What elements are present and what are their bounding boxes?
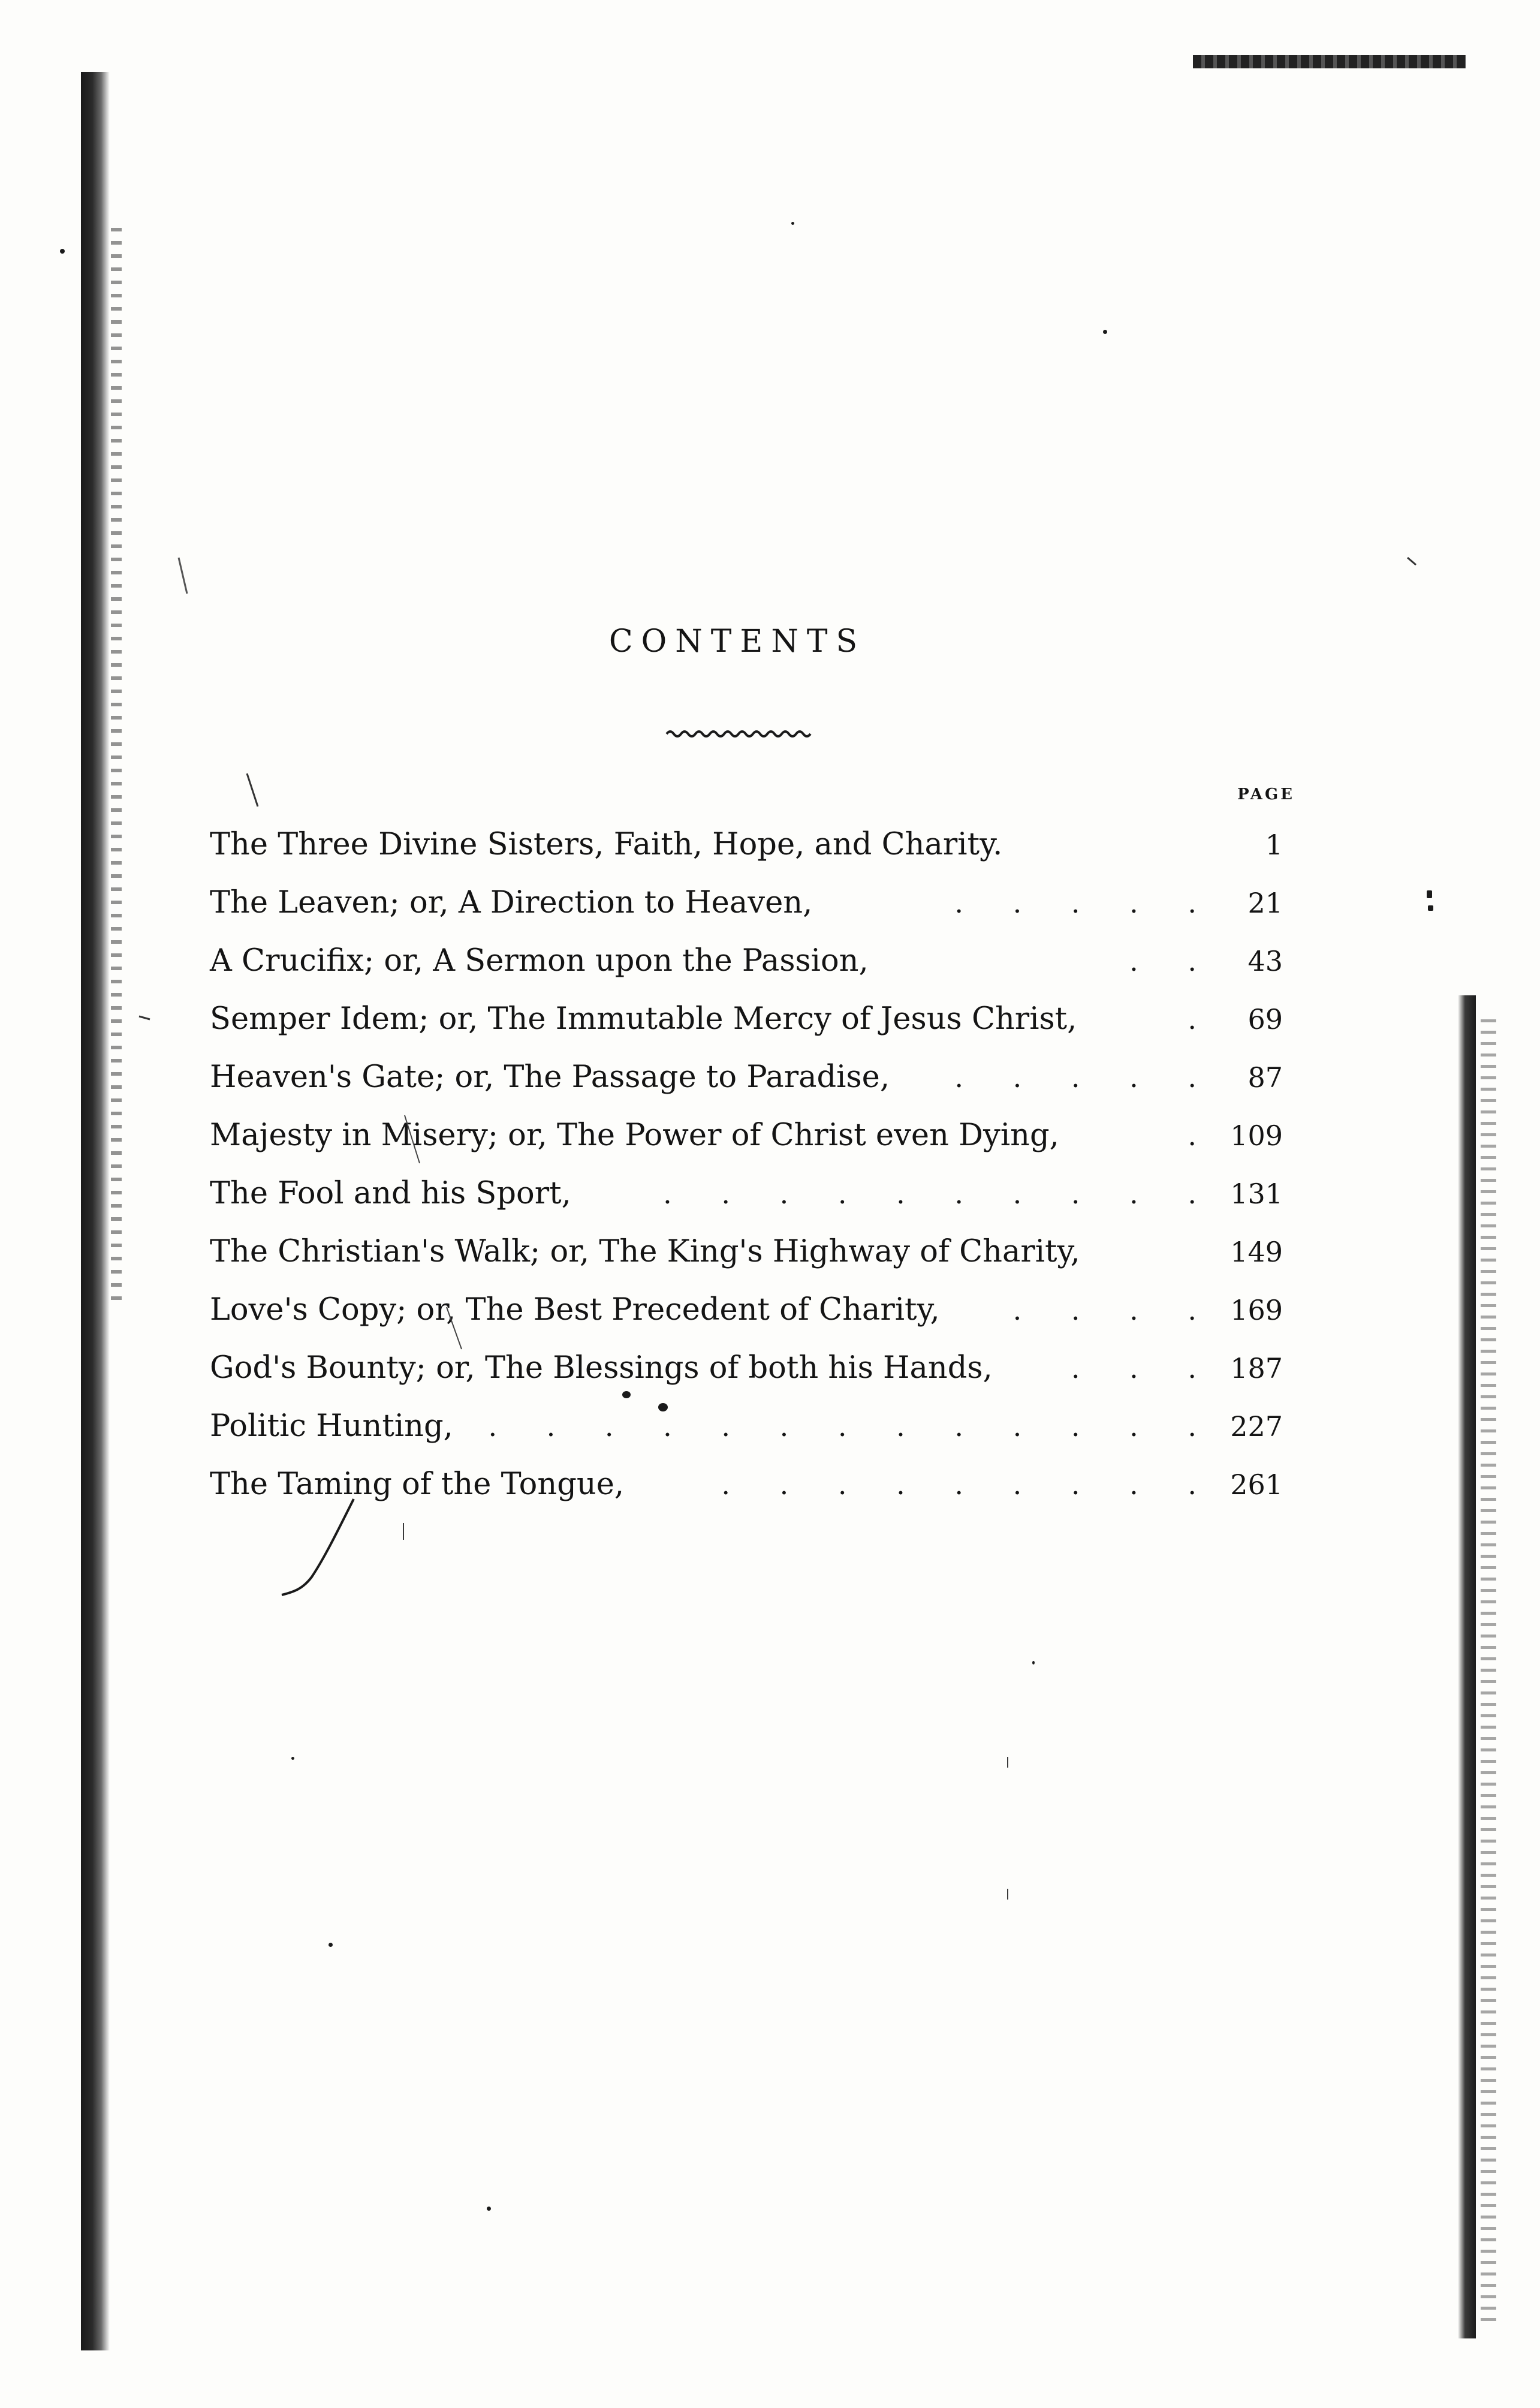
- title-ornament: [665, 727, 815, 738]
- ink-speck: [1103, 330, 1107, 334]
- toc-entry-leader: . . . . . . . . . . . . .: [488, 1412, 1217, 1440]
- page-column-header: PAGE: [1237, 785, 1295, 803]
- toc-entry-title: The Taming of the Tongue,: [210, 1467, 625, 1502]
- ink-speck: [791, 222, 794, 225]
- scan-edge-left-speckle: [111, 228, 122, 1307]
- toc-entry-leader: . . .: [1071, 1354, 1217, 1382]
- toc-entry: [210, 815, 1283, 874]
- toc-entry-page: 21: [1247, 886, 1283, 919]
- scan-edge-right-speckle: [1481, 1019, 1496, 2326]
- ink-speck: [329, 1943, 333, 1947]
- toc-entry: [210, 1455, 1283, 1513]
- toc-entry-page: 1: [1265, 828, 1283, 861]
- scan-edge-top: [1193, 55, 1466, 68]
- toc-entry-page: 43: [1247, 944, 1283, 977]
- toc-entry: [210, 1106, 1283, 1164]
- toc-entry-leader: .: [1188, 1005, 1217, 1033]
- toc-entry: [210, 1397, 1283, 1455]
- toc-entry-title: Semper Idem; or, The Immutable Mercy of Jesus Christ,: [210, 1001, 1077, 1037]
- toc-entry: [210, 874, 1283, 932]
- toc-entry-page: 149: [1230, 1235, 1283, 1268]
- toc-entry-page: 169: [1230, 1293, 1283, 1326]
- ink-speck: [487, 2207, 491, 2211]
- scan-mark: [1007, 1757, 1008, 1768]
- toc-entry-title: A Crucifix; or, A Sermon upon the Passion,: [210, 943, 869, 979]
- ink-speck: [1427, 890, 1432, 898]
- toc-entry-title: Majesty in Misery; or, The Power of Christ even Dying,: [210, 1118, 1059, 1153]
- toc-entry-title: God's Bounty; or, The Blessings of both his Hands,: [210, 1350, 993, 1386]
- toc-entry-title: Heaven's Gate; or, The Passage to Paradise,: [210, 1059, 890, 1095]
- toc-entry: [210, 990, 1283, 1048]
- toc-entry-page: 187: [1230, 1352, 1283, 1384]
- toc-entry-title: The Three Divine Sisters, Faith, Hope, and Charity.: [210, 827, 1003, 862]
- toc-entry: [210, 932, 1283, 990]
- toc-entry-page: 227: [1230, 1410, 1283, 1443]
- ink-speck: [1032, 1661, 1035, 1664]
- ink-speck: [291, 1757, 294, 1760]
- toc-entry-leader: . . . . . . . . .: [721, 1470, 1217, 1498]
- toc-entry-page: 109: [1230, 1119, 1283, 1152]
- toc-entry-page: 261: [1230, 1468, 1283, 1501]
- toc-entry-title: The Leaven; or, A Direction to Heaven,: [210, 885, 813, 920]
- toc-entry-title: The Fool and his Sport,: [210, 1176, 571, 1211]
- toc-entry-title: The Christian's Walk; or, The King's Highway of Charity,: [210, 1234, 1080, 1269]
- toc-entry-page: 69: [1247, 1003, 1283, 1036]
- toc-entry-page: 131: [1230, 1177, 1283, 1210]
- toc-entry-page: 87: [1247, 1061, 1283, 1094]
- toc-entry: [210, 1223, 1283, 1281]
- toc-entry-title: Politic Hunting,: [210, 1408, 453, 1444]
- toc-entry-leader: . . . .: [1012, 1296, 1217, 1324]
- toc-entry: [210, 1339, 1283, 1397]
- toc-entry-leader: . . . . .: [954, 889, 1217, 917]
- toc-entry-leader: .: [1188, 1121, 1217, 1149]
- contents-title: CONTENTS: [608, 624, 866, 660]
- toc-entry-leader: . .: [1129, 947, 1217, 975]
- toc-entry-leader: . . . . .: [954, 1063, 1217, 1091]
- ink-speck: [1428, 905, 1433, 911]
- table-of-contents: [210, 815, 1283, 1513]
- scan-mark: [403, 1523, 404, 1540]
- ink-speck: [60, 249, 65, 254]
- scan-edge-right: [1458, 995, 1476, 2338]
- toc-entry-title: Love's Copy; or, The Best Precedent of Charity,: [210, 1292, 940, 1328]
- toc-entry: [210, 1281, 1283, 1339]
- toc-entry: [210, 1164, 1283, 1223]
- toc-entry-leader: . . . . . . . . . .: [663, 1179, 1217, 1208]
- scan-mark: [1007, 1889, 1008, 1900]
- scan-edge-left: [81, 72, 110, 2350]
- toc-entry: [210, 1048, 1283, 1106]
